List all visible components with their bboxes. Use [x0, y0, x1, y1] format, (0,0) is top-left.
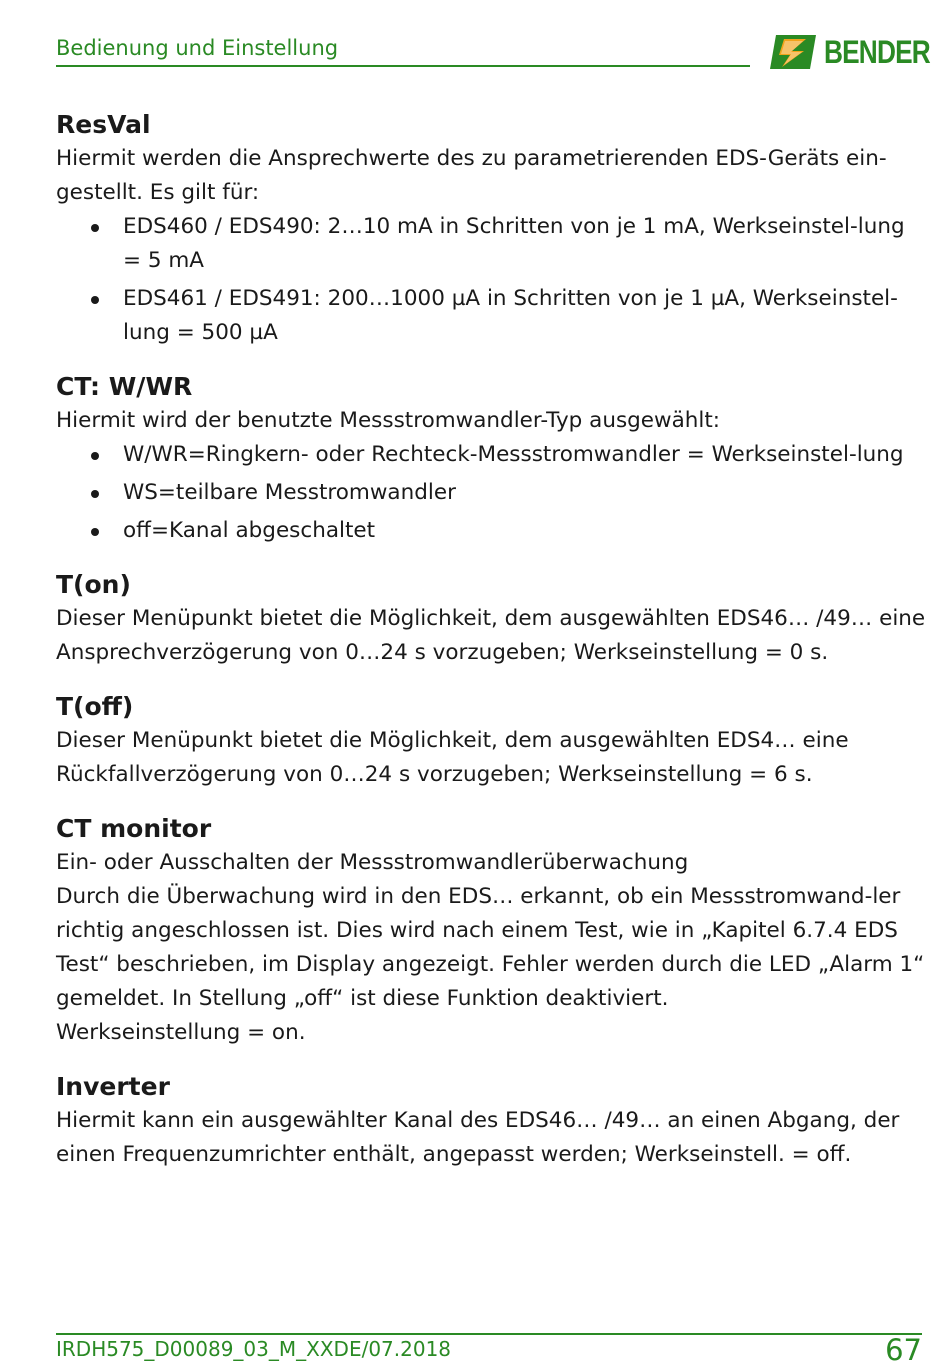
section-inverter [56, 1070, 926, 1172]
bullet-list [56, 210, 926, 350]
section-t-on [56, 568, 926, 670]
section-heading: ResVal [56, 110, 151, 139]
section-heading: Inverter [56, 1072, 170, 1101]
section-heading: T(on) [56, 570, 131, 599]
list-item-text: EDS460 / EDS490: 2…10 mA in Schritten von je 1 mA, Werkseinstel-lung = 5 mA [123, 214, 905, 273]
section-paragraph: Hiermit kann ein ausgewählter Kanal des EDS46… /49… an einen Abgang, der einen Frequenzumrichter enthält, angepasst werden; Werkseinstell. = off. [56, 1108, 900, 1167]
header-divider [56, 65, 750, 67]
footer-divider [56, 1333, 922, 1335]
list-item-text: off=Kanal abgeschaltet [123, 518, 376, 543]
bullet-icon [91, 452, 99, 460]
list-item [56, 210, 926, 278]
bender-lightning-logo-icon [770, 33, 820, 71]
bullet-list [56, 438, 926, 548]
logo-wordmark: BENDER [824, 34, 930, 70]
list-item [56, 514, 926, 548]
page-header [56, 30, 930, 80]
section-paragraph: Dieser Menüpunkt bietet die Möglichkeit, dem ausgewählten EDS4… eine Rückfallverzögerung von 0…24 s vorzugeben; Werkseinstellung = 6 s. [56, 728, 849, 787]
section-paragraph: Hiermit wird der benutzte Messstromwandler-Typ ausgewählt: [56, 408, 721, 433]
section-resval [56, 108, 926, 350]
main-content [56, 108, 926, 1192]
section-ct-monitor [56, 812, 926, 1050]
bender-logo [770, 33, 930, 71]
page-number: 67 [885, 1333, 922, 1367]
document-id: IRDH575_D00089_03_M_XXDE/07.2018 [56, 1337, 452, 1361]
bullet-icon [91, 224, 99, 232]
list-item-text: WS=teilbare Messtromwandler [123, 480, 456, 505]
list-item [56, 438, 926, 472]
section-t-off [56, 690, 926, 792]
list-item-text: W/WR=Ringkern- oder Rechteck-Messstromwandler = Werkseinstel-lung [123, 442, 904, 467]
section-heading: CT monitor [56, 814, 212, 843]
section-paragraph: Dieser Menüpunkt bietet die Möglichkeit, dem ausgewählten EDS46… /49… eine Ansprechverzögerung von 0…24 s vorzugeben; Werkseinstellung = 0 s. [56, 606, 926, 665]
bullet-icon [91, 528, 99, 536]
bullet-icon [91, 490, 99, 498]
section-paragraph: Ein- oder Ausschalten der Messstromwandlerüberwachung [56, 850, 689, 875]
section-ct-w-wr [56, 370, 926, 548]
list-item [56, 282, 926, 350]
chapter-title: Bedienung und Einstellung [56, 36, 339, 60]
section-heading: CT: W/WR [56, 372, 193, 401]
bullet-icon [91, 296, 99, 304]
section-paragraph: Werkseinstellung = on. [56, 1020, 306, 1045]
section-paragraph: Hiermit werden die Ansprechwerte des zu parametrierenden EDS-Geräts ein-gestellt. Es gilt für: [56, 146, 887, 205]
list-item-text: EDS461 / EDS491: 200…1000 µA in Schritten von je 1 µA, Werkseinstel-lung = 500 µA [123, 286, 898, 345]
list-item [56, 476, 926, 510]
section-paragraph: Durch die Überwachung wird in den EDS… erkannt, ob ein Messstromwand-ler richtig angeschlossen ist. Dies wird nach einem Test, wie in „Kapitel 6.7.4 EDS Test“ beschrieben, im Display angezeigt. Fehler werden durch die LED „Alarm 1“ gemeldet. In Stellung „off“ ist diese Funktion deaktiviert. [56, 884, 925, 1011]
section-heading: T(off) [56, 692, 134, 721]
